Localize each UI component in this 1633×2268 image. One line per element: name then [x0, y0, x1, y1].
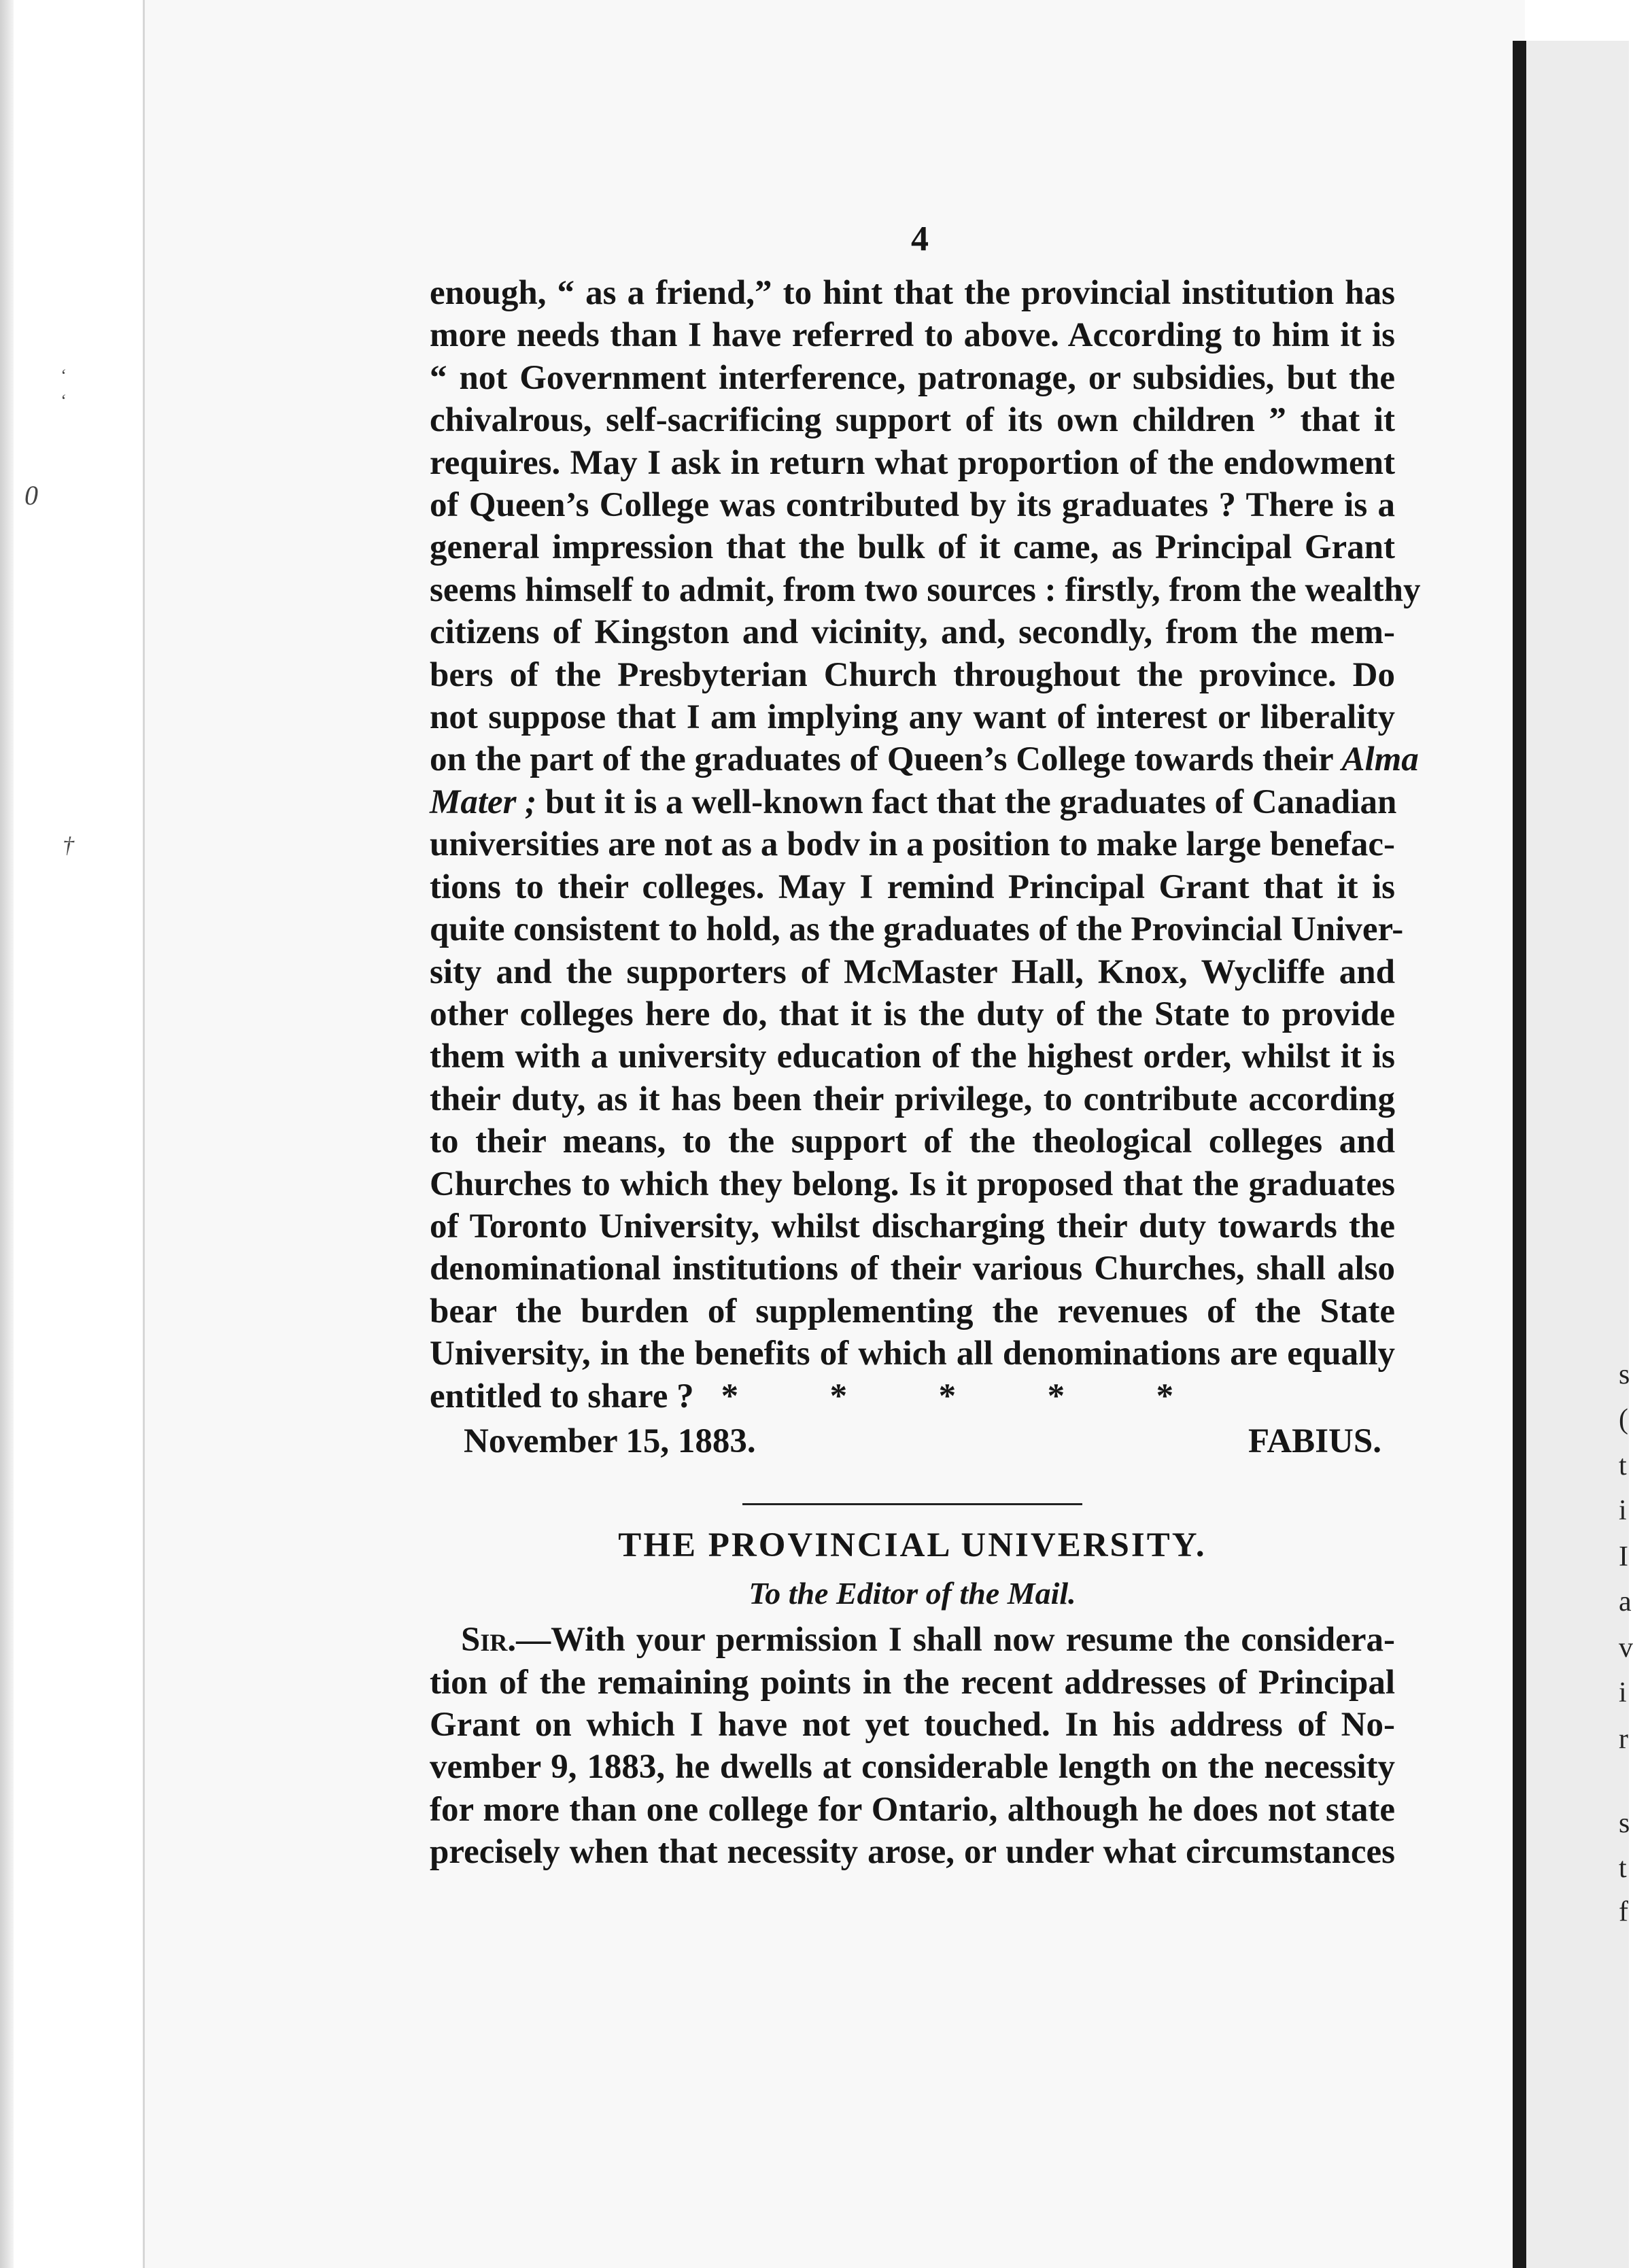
text-line: to their means, to the support of the theological colleges and [430, 1122, 1395, 1161]
text-line [430, 738, 1419, 780]
facing-page-fragment: i [1619, 1677, 1627, 1708]
asterisk: * [721, 1377, 739, 1415]
text-line: denominational institutions of their various Churches, shall also [430, 1250, 1395, 1288]
text-line: general impression that the bulk of it came, as Principal Grant [430, 528, 1395, 567]
facing-page-fragment: v [1619, 1632, 1633, 1664]
facing-page-fragment: ( [1619, 1404, 1628, 1435]
section-divider [742, 1503, 1082, 1505]
text-line: seems himself to admit, from two sources : firstly, from the wealthy [430, 570, 1421, 609]
page-gutter-shadow [1513, 41, 1526, 2268]
text-fragment: on the part of the graduates of Queen’s College towards their [430, 740, 1333, 779]
text-line: tion of the remaining points in the recent addresses of Principal [430, 1663, 1395, 1702]
text-line: of Queen’s College was contributed by its graduates ? There is a [430, 486, 1395, 525]
text-line: tions to their colleges. May I remind Principal Grant that it is [430, 867, 1395, 906]
text-line: other colleges here do, that it is the duty of the State to provide [430, 995, 1395, 1033]
facing-page-fragment: t [1619, 1853, 1627, 1884]
text-line: universities are not as a bodv in a position to make large benefac- [430, 825, 1395, 864]
asterisk: * [1156, 1377, 1174, 1415]
text-line: bear the burden of supplementing the revenues of the State [430, 1292, 1395, 1330]
text-line: them with a university education of the highest order, whilst it is [430, 1037, 1395, 1076]
text-line: not suppose that I am implying any want of interest or liberality [430, 698, 1395, 737]
section-subtitle: To the Editor of the Mail. [749, 1575, 1076, 1611]
text-line [430, 1619, 1395, 1661]
text-line: more needs than I have referred to above. According to him it is [430, 316, 1395, 355]
facing-page-fragment: f [1619, 1896, 1628, 1927]
article-text [430, 272, 1421, 1874]
margin-speck: ‘ [60, 366, 66, 385]
facing-page-fragment: i [1619, 1495, 1627, 1526]
margin-speck: ‘ [60, 391, 66, 411]
section-title: THE PROVINCIAL UNIVERSITY. [618, 1526, 1207, 1565]
facing-page-fragment: I [1619, 1541, 1628, 1573]
margin-speck: 0 [24, 480, 38, 511]
text-line [430, 781, 1395, 823]
facing-page-strip [1526, 41, 1633, 2268]
text-line: precisely when that necessity arose, or under what circumstances [430, 1833, 1395, 1872]
asterisk: * [1047, 1377, 1065, 1415]
text-line: University, in the benefits of which all denominations are equally [430, 1335, 1395, 1373]
page-number: 4 [911, 220, 929, 258]
text-fragment: entitled to share ? [430, 1377, 694, 1415]
letter-provincial-university [430, 1524, 1395, 1873]
text-line: sity and the supporters of McMaster Hall, Knox, Wycliffe and [430, 952, 1395, 991]
letter-signature: FABIUS. [1248, 1422, 1381, 1460]
margin-speck: † [63, 833, 74, 858]
text-line: “ not Government interference, patronage, or subsidies, but the [430, 358, 1395, 397]
facing-page-fragment: s [1619, 1359, 1630, 1390]
text-line: vember 9, 1883, he dwells at considerable length on the necessity [430, 1748, 1395, 1787]
text-line: citizens of Kingston and vicinity, and, secondly, from the mem- [430, 613, 1395, 652]
italic-alma: Alma [1341, 740, 1419, 779]
text-line: their duty, as it has been their privilege, to contribute according [430, 1080, 1395, 1118]
scan-edge [0, 0, 14, 2268]
text-fragment: but it is a well-known fact that the graduates of Canadian [545, 783, 1397, 821]
text-line: requires. May I ask in return what proportion of the endowment [430, 443, 1395, 482]
asterisk-row [721, 1375, 1272, 1418]
text-line: for more than one college for Ontario, although he does not state [430, 1790, 1395, 1829]
text-line: Churches to which they belong. Is it proposed that the graduates [430, 1165, 1395, 1203]
facing-page-fragment: a [1619, 1586, 1632, 1617]
letter-date: November 15, 1883. [464, 1422, 756, 1460]
facing-page-fragment: t [1619, 1450, 1627, 1481]
asterisk: * [938, 1377, 957, 1415]
italic-mater: Mater ; [430, 783, 537, 821]
facing-page-fragment: s [1619, 1808, 1630, 1839]
text-fragment: —With your permission I shall now resume the considera- [516, 1621, 1395, 1660]
text-line: of Toronto University, whilst discharging their duty towards the [430, 1207, 1395, 1245]
text-line-last [430, 1375, 1395, 1418]
letter-signoff [430, 1420, 1395, 1462]
text-line: enough, “ as a friend,” to hint that the provincial institution has [430, 274, 1395, 312]
text-line: chivalrous, self-sacrificing support of its own children ” that it [430, 401, 1395, 440]
text-line: quite consistent to hold, as the graduates of the Provincial Univer- [430, 910, 1404, 949]
facing-page-fragment: r [1619, 1723, 1628, 1755]
salutation: Sir. [461, 1621, 517, 1660]
text-line: bers of the Presbyterian Church throughout the province. Do [430, 655, 1395, 694]
asterisk: * [829, 1377, 848, 1415]
text-line: Grant on which I have not yet touched. In his address of No- [430, 1706, 1395, 1744]
letter-body-fabius [430, 272, 1421, 1462]
